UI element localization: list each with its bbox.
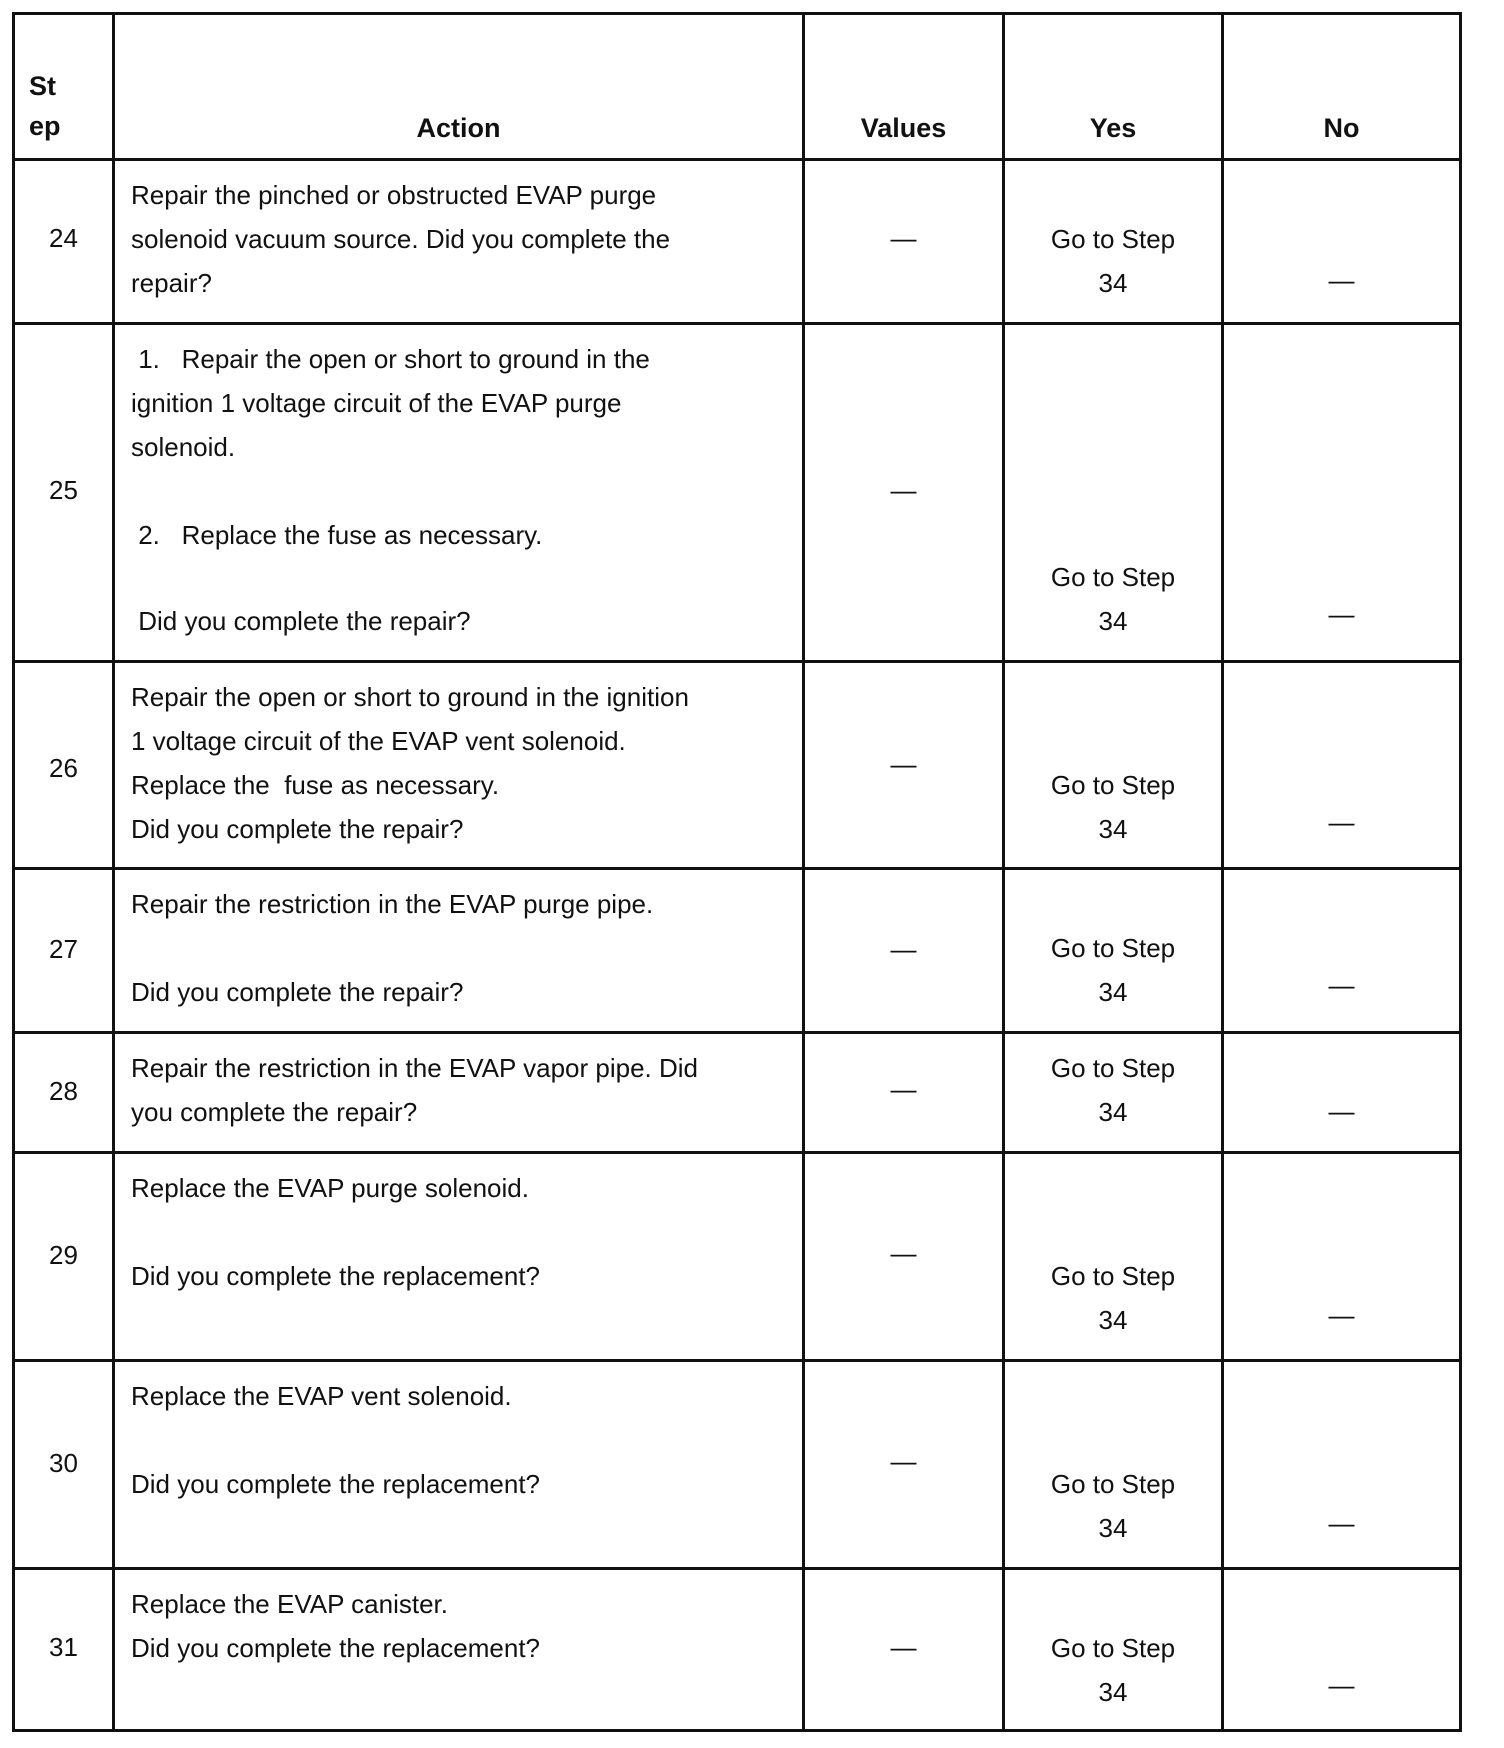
action-line: Did you complete the repair? xyxy=(131,606,471,636)
table-row xyxy=(14,869,1461,1033)
header-step-line-1: St xyxy=(29,71,56,101)
action-line: solenoid. xyxy=(131,432,236,462)
header-step-line-2: ep xyxy=(29,111,61,141)
values-dash: — xyxy=(890,1074,917,1104)
step-number: 29 xyxy=(49,1240,78,1270)
action-line xyxy=(131,1418,790,1462)
table-row xyxy=(14,662,1461,869)
values-dash: — xyxy=(890,934,917,964)
yes-step-number: 34 xyxy=(1098,1305,1128,1335)
action-line xyxy=(131,469,790,513)
action-line xyxy=(131,557,790,599)
header-values: Values xyxy=(804,14,1004,160)
action-line: 2. Replace the fuse as necessary. xyxy=(131,520,543,550)
no-cell xyxy=(1223,160,1461,324)
action-line: Repair the pinched or obstructed EVAP purge xyxy=(131,180,657,210)
table-row xyxy=(14,324,1461,662)
step-number: 26 xyxy=(49,753,78,783)
header-no: No xyxy=(1223,14,1461,160)
yes-cell xyxy=(1004,1033,1223,1153)
step-number: 27 xyxy=(49,934,78,964)
action-line: Repair the open or short to ground in the ignition xyxy=(131,682,689,712)
action-line: Repair the restriction in the EVAP purge pipe. xyxy=(131,889,654,919)
yes-go-to-label: Go to Step xyxy=(1050,1633,1176,1663)
values-dash: — xyxy=(890,223,917,253)
no-dash: — xyxy=(1328,1508,1355,1538)
values-cell xyxy=(804,1569,1004,1731)
action-cell xyxy=(114,160,804,324)
action-line: Replace the fuse as necessary. xyxy=(131,770,500,800)
yes-step-number: 34 xyxy=(1098,1513,1128,1543)
yes-step-number: 34 xyxy=(1098,268,1128,298)
action-cell xyxy=(114,1033,804,1153)
no-dash: — xyxy=(1328,1096,1355,1126)
no-cell xyxy=(1223,1033,1461,1153)
action-line: Did you complete the repair? xyxy=(131,977,464,1007)
action-line: Replace the EVAP canister. xyxy=(131,1589,449,1619)
values-cell xyxy=(804,662,1004,869)
header-row xyxy=(14,14,1461,160)
table-row xyxy=(14,1153,1461,1361)
action-line xyxy=(131,926,790,970)
yes-cell xyxy=(1004,869,1223,1033)
yes-step-number: 34 xyxy=(1098,814,1128,844)
table-row xyxy=(14,1569,1461,1731)
yes-step-number: 34 xyxy=(1098,606,1128,636)
action-line: Repair the restriction in the EVAP vapor pipe. Did xyxy=(131,1053,698,1083)
action-line xyxy=(131,1210,790,1254)
action-line: Did you complete the replacement? xyxy=(131,1469,541,1499)
no-dash: — xyxy=(1328,599,1355,629)
diagnostic-table xyxy=(12,12,1462,1732)
no-dash: — xyxy=(1328,807,1355,837)
no-cell xyxy=(1223,1361,1461,1569)
action-cell xyxy=(114,324,804,662)
no-dash: — xyxy=(1328,1670,1355,1700)
action-line: repair? xyxy=(131,268,212,298)
step-number: 25 xyxy=(49,475,78,505)
table-row xyxy=(14,1361,1461,1569)
values-cell xyxy=(804,1361,1004,1569)
step-number: 31 xyxy=(49,1632,78,1662)
step-cell xyxy=(14,1569,114,1731)
step-number: 30 xyxy=(49,1448,78,1478)
table-row xyxy=(14,160,1461,324)
yes-go-to-label: Go to Step xyxy=(1050,1469,1176,1499)
yes-go-to-label: Go to Step xyxy=(1050,1261,1176,1291)
action-line: Replace the EVAP purge solenoid. xyxy=(131,1173,529,1203)
action-line: 1. Repair the open or short to ground in the xyxy=(131,344,650,374)
values-cell xyxy=(804,160,1004,324)
no-cell xyxy=(1223,662,1461,869)
header-action: Action xyxy=(114,14,804,160)
yes-step-number: 34 xyxy=(1098,1677,1128,1707)
no-cell xyxy=(1223,1569,1461,1731)
yes-cell xyxy=(1004,1153,1223,1361)
values-dash: — xyxy=(890,749,917,779)
values-cell xyxy=(804,869,1004,1033)
action-line: Replace the EVAP vent solenoid. xyxy=(131,1381,512,1411)
values-dash: — xyxy=(890,1238,917,1268)
action-cell xyxy=(114,869,804,1033)
action-cell xyxy=(114,662,804,869)
yes-cell xyxy=(1004,1361,1223,1569)
step-cell xyxy=(14,1361,114,1569)
yes-step-number: 34 xyxy=(1098,1097,1128,1127)
no-dash: — xyxy=(1328,1300,1355,1330)
values-cell xyxy=(804,1153,1004,1361)
step-number: 28 xyxy=(49,1076,78,1106)
table-row xyxy=(14,1033,1461,1153)
yes-go-to-label: Go to Step xyxy=(1050,224,1176,254)
values-cell xyxy=(804,1033,1004,1153)
yes-cell xyxy=(1004,662,1223,869)
values-dash: — xyxy=(890,1446,917,1476)
action-line: Did you complete the replacement? xyxy=(131,1261,541,1291)
step-cell xyxy=(14,869,114,1033)
action-line: solenoid vacuum source. Did you complete the xyxy=(131,224,671,254)
action-line: 1 voltage circuit of the EVAP vent solenoid. xyxy=(131,726,626,756)
action-cell xyxy=(114,1569,804,1731)
action-cell xyxy=(114,1361,804,1569)
yes-go-to-label: Go to Step xyxy=(1050,1053,1176,1083)
values-dash: — xyxy=(890,1632,917,1662)
yes-go-to-label: Go to Step xyxy=(1050,562,1176,592)
no-dash: — xyxy=(1328,970,1355,1000)
step-cell xyxy=(14,160,114,324)
action-line: ignition 1 voltage circuit of the EVAP purge xyxy=(131,388,622,418)
yes-cell xyxy=(1004,324,1223,662)
no-dash: — xyxy=(1328,265,1355,295)
step-cell xyxy=(14,1153,114,1361)
step-cell xyxy=(14,324,114,662)
values-dash: — xyxy=(890,475,917,505)
header-step xyxy=(14,14,114,160)
step-cell xyxy=(14,1033,114,1153)
no-cell xyxy=(1223,324,1461,662)
yes-go-to-label: Go to Step xyxy=(1050,770,1176,800)
yes-cell xyxy=(1004,1569,1223,1731)
step-cell xyxy=(14,662,114,869)
no-cell xyxy=(1223,869,1461,1033)
action-cell xyxy=(114,1153,804,1361)
header-yes: Yes xyxy=(1004,14,1223,160)
no-cell xyxy=(1223,1153,1461,1361)
yes-cell xyxy=(1004,160,1223,324)
action-line: you complete the repair? xyxy=(131,1097,418,1127)
yes-go-to-label: Go to Step xyxy=(1050,933,1176,963)
yes-step-number: 34 xyxy=(1098,977,1128,1007)
values-cell xyxy=(804,324,1004,662)
action-line: Did you complete the replacement? xyxy=(131,1633,541,1663)
action-line: Did you complete the repair? xyxy=(131,814,464,844)
step-number: 24 xyxy=(49,223,78,253)
